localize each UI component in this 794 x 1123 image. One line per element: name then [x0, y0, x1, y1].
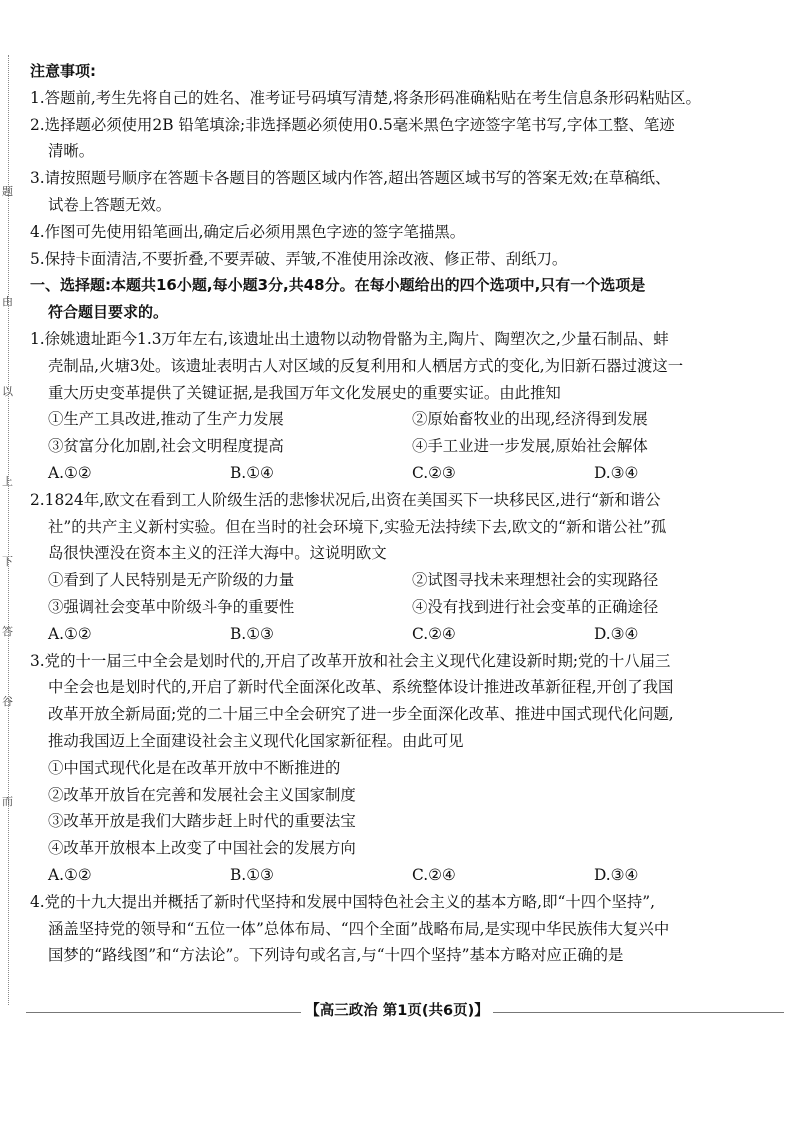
option-c: C.②④ [412, 865, 456, 884]
notice-title: 注意事项: [30, 62, 96, 80]
question-stem: 涵盖坚持党的领导和“五位一体”总体布局、“四个全面”战略布局,是实现中华民族伟大复兴中 [48, 919, 670, 938]
answer-options [30, 460, 786, 487]
footer-label: 【高三政治 第1页(共6页)】 [301, 1003, 492, 1019]
statement: ①中国式现代化是在改革开放中不断推进的 [48, 758, 341, 777]
statement: ②试图寻找未来理想社会的实现路径 [412, 571, 659, 590]
statement: ②原始畜牧业的出现,经济得到发展 [412, 410, 648, 429]
statement-row [30, 406, 786, 433]
question-stem: 重大历史变革提供了关键证据,是我国万年文化发展史的重要实证。由此推知 [48, 383, 561, 402]
page-footer [0, 999, 794, 1020]
statement: ③改革开放是我们大踏步赶上时代的重要法宝 [48, 812, 356, 831]
binding-char: 上 [2, 475, 13, 488]
option-b: B.①④ [230, 463, 274, 482]
option-d: D.③④ [594, 865, 639, 884]
question-1 [30, 326, 786, 487]
statement: ③强调社会变革中阶级斗争的重要性 [48, 597, 295, 616]
option-a: A.①② [48, 463, 92, 482]
question-4 [30, 889, 786, 969]
statement: ④改革开放根本上改变了中国社会的发展方向 [48, 839, 356, 858]
notice-item: 5.保持卡面清洁,不要折叠,不要弄破、弄皱,不准使用涂改液、修正带、刮纸刀。 [30, 249, 568, 268]
option-c: C.②④ [412, 624, 456, 643]
binding-margin [2, 55, 16, 1005]
question-stem: 中全会也是划时代的,开启了新时代全面深化改革、系统整体设计推进改革新征程,开创了我国 [48, 678, 674, 697]
section-heading-cont: 符合题目要求的。 [48, 303, 169, 322]
section-heading: 一、选择题:本题共16小题,每小题3分,共48分。在每小题给出的四个选项中,只有一个选项是 [30, 276, 646, 295]
binding-char: 以 [2, 385, 13, 398]
option-d: D.③④ [594, 624, 639, 643]
exam-content [30, 58, 786, 969]
question-stem: 国梦的“路线图”和“方法论”。下列诗句或名言,与“十四个坚持”基本方略对应正确的是 [48, 946, 624, 965]
question-stem: 3.党的十一届三中全会是划时代的,开启了改革开放和社会主义现代化建设新时期;党的十八届三 [30, 651, 671, 670]
binding-char: 谷 [2, 695, 13, 708]
question-stem: 岛很快湮没在资本主义的汪洋大海中。这说明欧文 [48, 544, 387, 563]
statement: ④没有找到进行社会变革的正确途径 [412, 597, 659, 616]
answer-options [30, 621, 786, 648]
question-stem: 改革开放全新局面;党的二十届三中全会研究了进一步全面深化改革、推进中国式现代化问题, [48, 705, 674, 724]
option-a: A.①② [48, 624, 92, 643]
option-c: C.②③ [412, 463, 456, 482]
statement: ①看到了人民特别是无产阶级的力量 [48, 571, 295, 590]
option-d: D.③④ [594, 463, 639, 482]
statement: ①生产工具改进,推动了生产力发展 [48, 410, 284, 429]
question-stem: 1.徐姚遗址距今1.3万年左右,该遗址出土遗物以动物骨骼为主,陶片、陶塑次之,少量石制品、蚌 [30, 329, 669, 348]
binding-char: 答 [2, 625, 13, 638]
question-stem: 2.1824年,欧文在看到工人阶级生活的悲惨状况后,出资在美国买下一块移民区,进行“新和谐公 [30, 490, 661, 509]
option-a: A.①② [48, 865, 92, 884]
binding-char: 而 [2, 795, 13, 808]
notice-item: 3.请按照题号顺序在答题卡各题目的答题区域内作答,超出答题区域书写的答案无效;在草稿纸、 [30, 169, 671, 188]
option-b: B.①③ [230, 624, 274, 643]
answer-options [30, 862, 786, 889]
notice-item: 2.选择题必须使用2B 铅笔填涂;非选择题必须使用0.5毫米黑色字迹签字笔书写,字体工整、笔迹 [30, 115, 675, 134]
binding-char: 由 [2, 295, 13, 308]
notice-item: 4.作图可先使用铅笔画出,确定后必须用黑色字迹的签字笔描黑。 [30, 222, 466, 241]
question-stem: 4.党的十九大提出并概括了新时代坚持和发展中国特色社会主义的基本方略,即“十四个坚持”, [30, 892, 656, 911]
statement: ③贫富分化加剧,社会文明程度提高 [48, 437, 284, 456]
question-2 [30, 487, 786, 648]
question-stem: 社”的共产主义新村实验。但在当时的社会环境下,实验无法持续下去,欧文的“新和谐公社”孤 [48, 517, 667, 536]
question-stem: 壳制品,火塘3处。该遗址表明古人对区域的反复利用和人栖居方式的变化,为旧新石器过渡这一 [48, 356, 684, 375]
question-stem: 推动我国迈上全面建设社会主义现代化国家新征程。由此可见 [48, 731, 464, 750]
statement: ②改革开放旨在完善和发展社会主义国家制度 [48, 785, 356, 804]
question-3 [30, 648, 786, 889]
statement-row [30, 594, 786, 621]
binding-char: 题 [2, 185, 13, 198]
option-b: B.①③ [230, 865, 274, 884]
notice-item-cont: 试卷上答题无效。 [48, 195, 172, 214]
notice-item-cont: 清晰。 [48, 142, 95, 161]
statement: ④手工业进一步发展,原始社会解体 [412, 437, 648, 456]
notice-item: 1.答题前,考生先将自己的姓名、准考证号码填写清楚,将条形码准确粘贴在考生信息条形码粘贴区。 [30, 88, 701, 107]
statement-row [30, 567, 786, 594]
binding-char: 下 [2, 555, 13, 568]
statement-row [30, 433, 786, 460]
